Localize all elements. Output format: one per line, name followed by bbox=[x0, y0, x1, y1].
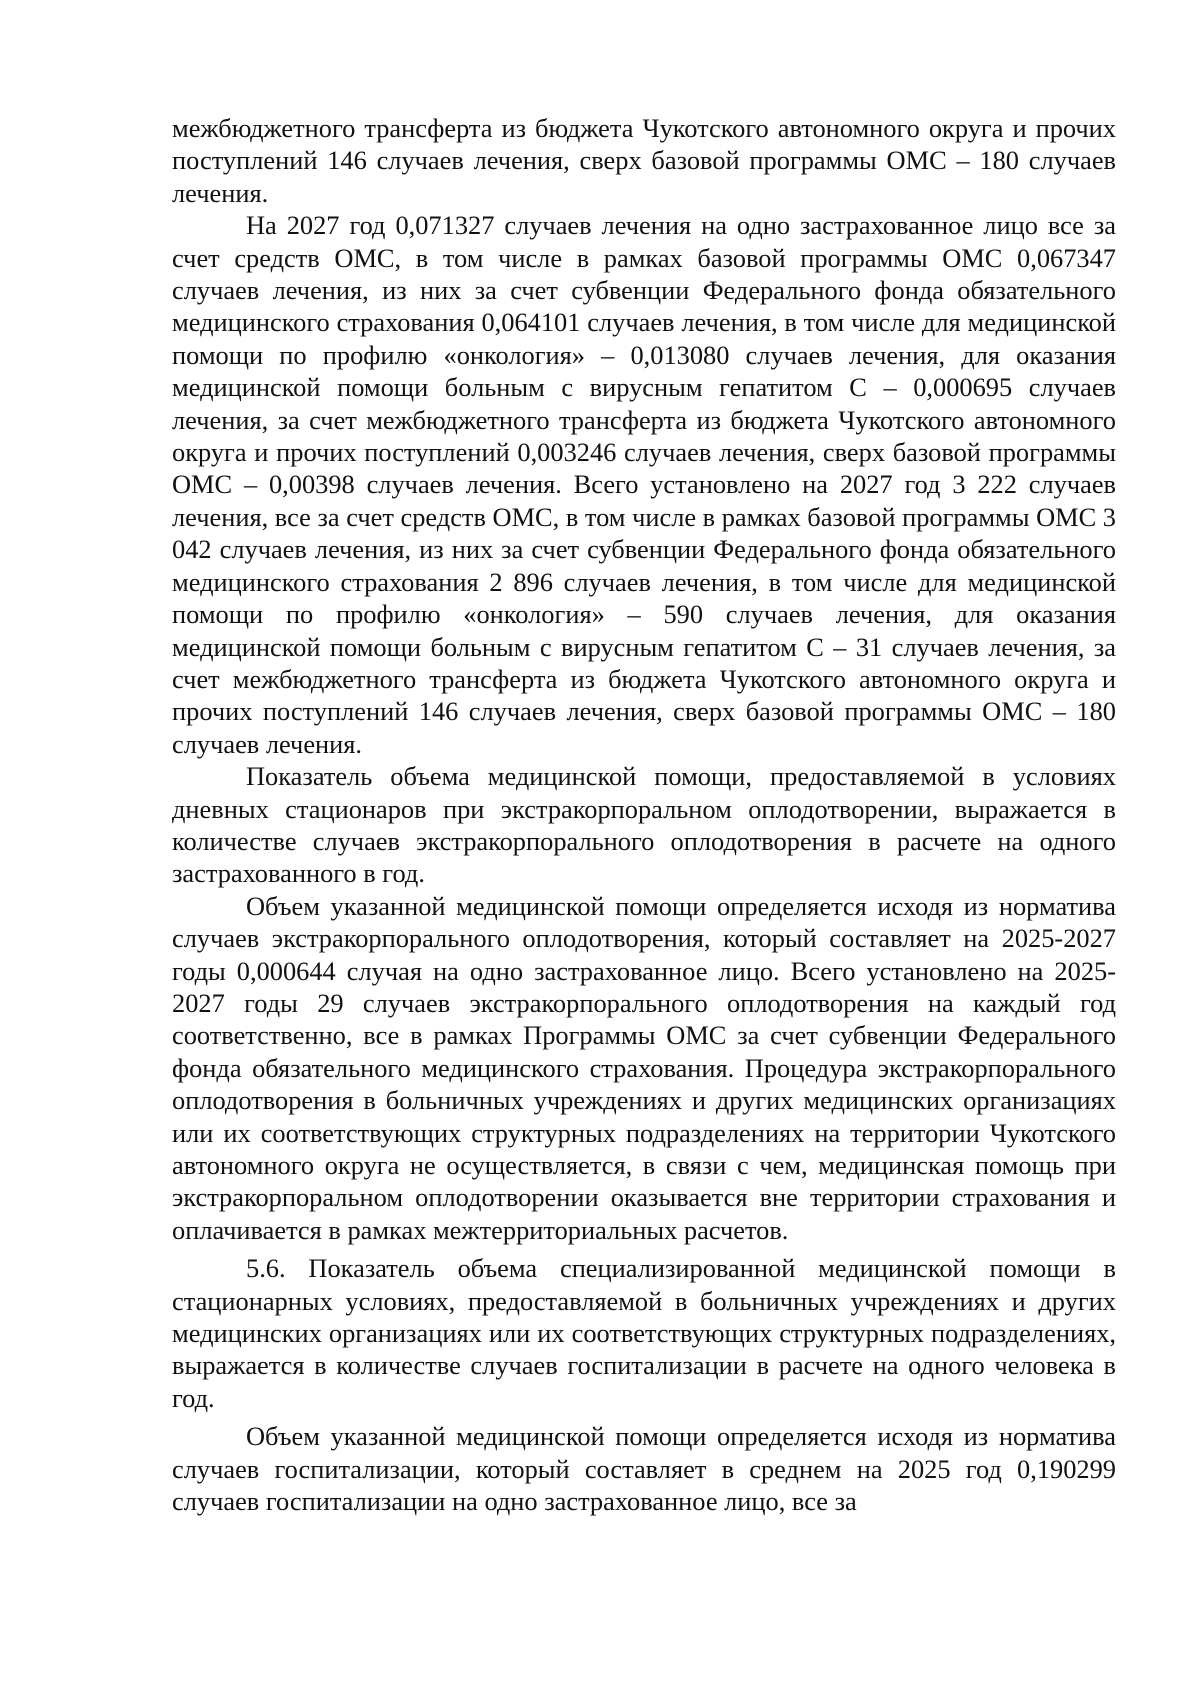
paragraph-ivf-volume: Объем указанной медицинской помощи определяется исходя из норматива случаев экстракорпорального оплодотворения, который составляет на 2025-2027 годы 0,000644 случая на одно застрахованное лицо. Всего установлено на 2025-2027 годы 29 случаев экстракорпорального оплодотворения на каждый год соответственно, все в рамках Программы ОМС за счет субвенции Федерального фонда обязательного медицинского страхования. Процедура экстракорпорального оплодотворения в больничных учреждениях и других медицинских организациях или их соответствующих структурных подразделениях на территории Чукотского автономного округа не осуществляется, в связи с чем, медицинская помощь при экстракорпоральном оплодотворении оказывается вне территории страхования и оплачивается в рамках межтерриториальных расчетов. bbox=[172, 890, 1116, 1245]
paragraph-section-5-6: 5.6. Показатель объема специализированной медицинской помощи в стационарных условиях, предоставляемой в больничных учреждениях и других медицинских организациях или их соответствующих структурных подразделениях, выражается в количестве случаев госпитализации в расчете на одного человека в год. bbox=[172, 1253, 1116, 1413]
document-page bbox=[172, 112, 1116, 1517]
paragraph-hospitalization-volume: Объем указанной медицинской помощи определяется исходя из норматива случаев госпитализации, который составляет в среднем на 2025 год 0,190299 случаев госпитализации на одно застрахованное лицо, все за bbox=[172, 1421, 1116, 1517]
paragraph-ivf-indicator: Показатель объема медицинской помощи, предоставляемой в условиях дневных стационаров при экстракорпоральном оплодотворении, выражается в количестве случаев экстракорпорального оплодотворения в расчете на одного застрахованного в год. bbox=[172, 761, 1116, 889]
paragraph-2027-treatment-cases: На 2027 год 0,071327 случаев лечения на одно застрахованное лицо все за счет средств ОМС, в том числе в рамках базовой программы ОМС 0,067347 случаев лечения, из них за счет субвенции Федерального фонда обязательного медицинского страхования 0,064101 случаев лечения, в том числе для медицинской помощи по профилю «онкология» – 0,013080 случаев лечения, для оказания медицинской помощи больным с вирусным гепатитом С – 0,000695 случаев лечения, за счет межбюджетного трансферта из бюджета Чукотского автономного округа и прочих поступлений 0,003246 случаев лечения, сверх базовой программы ОМС – 0,00398 случаев лечения. Всего установлено на 2027 год 3 222 случаев лечения, все за счет средств ОМС, в том числе в рамках базовой программы ОМС 3 042 случаев лечения, из них за счет субвенции Федерального фонда обязательного медицинского страхования 2 896 случаев лечения, в том числе для медицинской помощи по профилю «онкология» – 590 случаев лечения, для оказания медицинской помощи больным с вирусным гепатитом С – 31 случаев лечения, за счет межбюджетного трансферта из бюджета Чукотского автономного округа и прочих поступлений 146 случаев лечения, сверх базовой программы ОМС – 180 случаев лечения. bbox=[172, 210, 1116, 759]
paragraph-continuation: межбюджетного трансферта из бюджета Чукотского автономного округа и прочих поступлений 146 случаев лечения, сверх базовой программы ОМС – 180 случаев лечения. bbox=[172, 113, 1116, 208]
